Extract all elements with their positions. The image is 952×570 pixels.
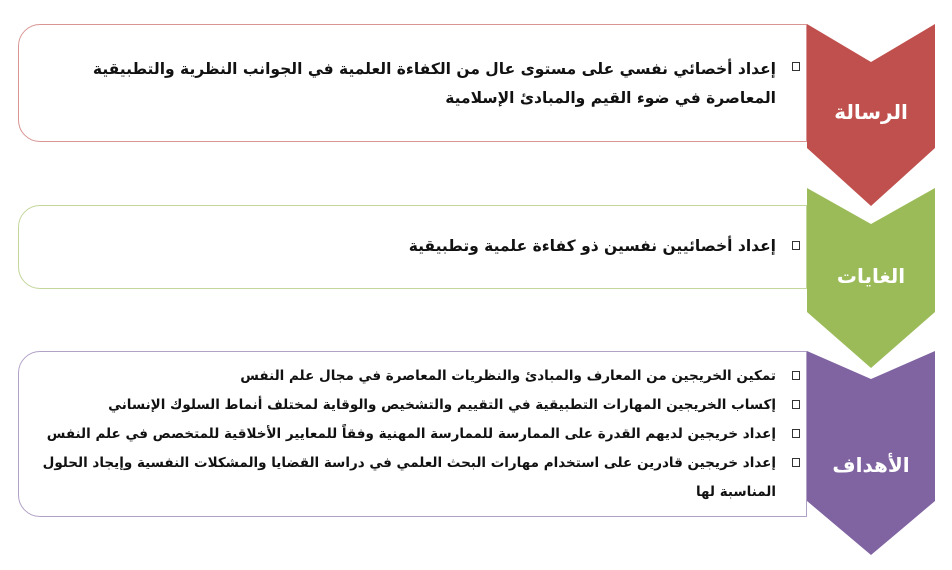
list-item bbox=[37, 391, 806, 420]
checkbox-bullet-icon bbox=[792, 429, 800, 438]
mission-text: إعداد أخصائي نفسي على مستوى عال من الكفاءة العلمية في الجوانب النظرية والتطبيقية المعاصرة في ضوء القيم والمبادئ الإسلامية bbox=[92, 60, 776, 107]
checkbox-bullet-icon bbox=[792, 241, 800, 250]
list-item bbox=[41, 234, 806, 258]
goals-text: إعداد أخصائيين نفسين ذو كفاءة علمية وتطبيقية bbox=[408, 237, 776, 255]
checkbox-bullet-icon bbox=[792, 62, 800, 71]
mission-box bbox=[18, 24, 807, 142]
list-item bbox=[37, 362, 806, 391]
objective-text: إعداد خريجين لديهم القدرة على الممارسة للممارسة المهنية وفقاً للمعايير الأخلاقية للمتخصص في علم النفس bbox=[46, 426, 776, 442]
goals-list bbox=[41, 234, 806, 258]
objectives-list bbox=[37, 362, 806, 507]
objectives-label: الأهداف bbox=[832, 453, 910, 477]
goals-box bbox=[18, 205, 807, 289]
objective-text: إكساب الخريجين المهارات التطبيقية في التقييم والتشخيص والوقاية لمختلف أنماط السلوك الإنساني bbox=[108, 397, 776, 413]
mission-list bbox=[41, 55, 806, 113]
list-item bbox=[41, 55, 806, 113]
goals-row bbox=[0, 188, 952, 368]
objectives-box bbox=[18, 351, 807, 517]
checkbox-bullet-icon bbox=[792, 400, 800, 409]
goals-label: الغايات bbox=[836, 264, 906, 288]
list-item bbox=[37, 420, 806, 449]
objectives-row bbox=[0, 351, 952, 556]
checkbox-bullet-icon bbox=[792, 458, 800, 467]
mission-label: الرسالة bbox=[834, 100, 908, 124]
objective-text: إعداد خريجين قادرين على استخدام مهارات البحث العلمي في دراسة القضايا والمشكلات النفسية وإيجاد الحلول المناسبة لها bbox=[42, 455, 776, 500]
mission-row bbox=[0, 24, 952, 209]
checkbox-bullet-icon bbox=[792, 371, 800, 380]
objective-text: تمكين الخريجين من المعارف والمبادئ والنظريات المعاصرة في مجال علم النفس bbox=[240, 368, 776, 384]
list-item bbox=[37, 449, 806, 507]
